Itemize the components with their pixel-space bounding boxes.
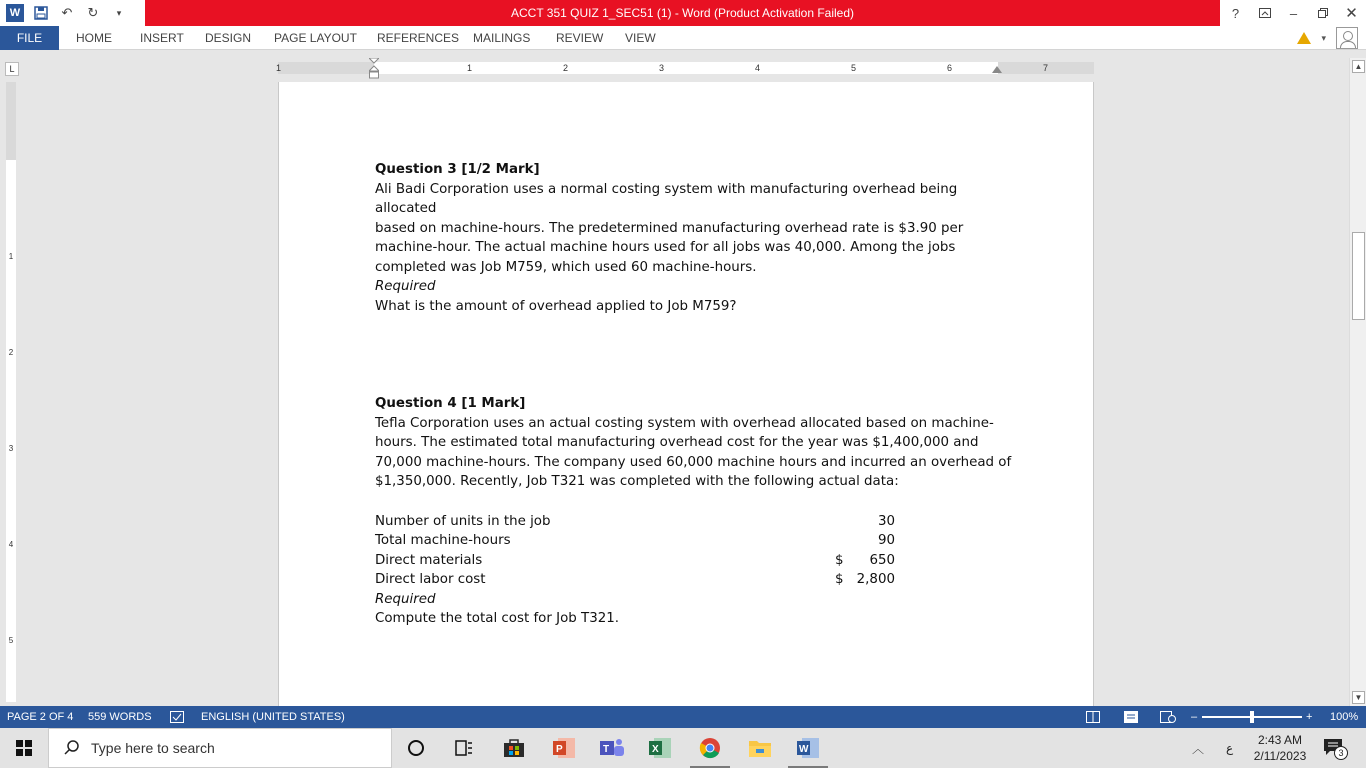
avatar[interactable] [1336,27,1358,49]
paragraph-line: based on machine-hours. The predetermined manufacturing overhead rate is $3.90 per [375,220,964,236]
paragraph-line: completed was Job M759, which used 60 machine-hours. [375,259,757,275]
word-app-icon[interactable]: W [4,2,26,24]
row-value: 2,800 [856,572,895,587]
row-currency: $ [835,572,844,587]
paragraph-line: machine-hour. The actual machine hours used for all jobs was 40,000. Among the jobs [375,240,956,255]
status-bar [0,706,1366,728]
tab-selector[interactable]: L [5,62,19,76]
ruler-number: 5 [8,636,14,645]
ruler-left-margin [278,62,374,74]
tab-references[interactable]: REFERENCES [377,31,460,45]
zoom-out-icon[interactable]: – [1191,711,1198,723]
vertical-scrollbar[interactable] [1349,58,1366,706]
tab-home[interactable]: HOME [76,31,112,45]
ruler-number: 2 [563,63,569,73]
clock-time: 2:43 AM [1257,733,1303,747]
chrome-icon[interactable] [686,728,734,768]
cortana-icon[interactable] [392,728,440,768]
activation-warning-icon[interactable] [1297,32,1311,44]
question-3-heading: Question 3 [1/2 Mark] [375,162,540,177]
job-data-table [375,512,895,590]
ruler-number: 1 [467,63,473,73]
ribbon-display-options-icon[interactable] [1250,0,1279,26]
horizontal-ruler[interactable] [278,62,1094,74]
excel-icon[interactable] [636,728,684,768]
zoom-in-icon[interactable]: + [1306,711,1313,723]
document-body[interactable] [375,160,1015,629]
tab-view[interactable]: VIEW [625,31,656,45]
taskbar [0,728,1366,768]
question-text: Compute the total cost for Job T321. [375,611,620,626]
table-row [375,551,895,571]
ruler-number: 5 [851,63,857,73]
ribbon-tabs [0,26,1366,50]
svg-text:T: T [603,744,610,755]
scroll-up-icon[interactable]: ▲ [1352,60,1365,73]
task-view-icon[interactable] [440,728,488,768]
save-icon[interactable] [30,2,52,24]
print-layout-icon[interactable] [1124,706,1138,728]
input-language[interactable]: ع [1226,741,1234,755]
windows-icon [16,740,32,756]
paragraph-line: $1,350,000. Recently, Job T321 was completed with the following actual data: [375,474,899,489]
row-label: Number of units in the job [375,513,551,529]
required-label: Required [375,591,436,607]
window-title: ACCT 351 QUIZ 1_SEC51 (1) - Word (Product Activation Failed) [145,0,1220,26]
svg-text:W: W [799,744,809,755]
minimize-icon[interactable]: – [1289,5,1298,21]
proofing-icon[interactable] [170,706,184,728]
quick-access-toolbar [0,0,130,26]
scroll-down-icon[interactable]: ▼ [1352,691,1365,704]
row-label: Direct materials [375,552,483,568]
indent-marker-icon[interactable] [369,58,379,80]
tab-design[interactable]: DESIGN [205,31,252,45]
search-icon [63,739,81,757]
search-placeholder: Type here to search [91,740,215,756]
paragraph-line: 70,000 machine-hours. The company used 60,000 machine hours and incurred an overhead of [375,454,1012,470]
clock[interactable] [1252,728,1308,768]
taskbar-search[interactable] [48,728,392,768]
ruler-number: 4 [8,540,14,549]
zoom-slider-thumb[interactable] [1250,711,1254,723]
customize-qat-icon[interactable]: ▾ [116,7,122,18]
required-label: Required [375,279,436,294]
ruler-number: 3 [8,444,14,453]
document-page[interactable] [278,82,1094,706]
tab-review[interactable]: REVIEW [556,31,604,45]
account-dropdown-icon[interactable]: ▾ [1321,32,1326,43]
right-indent-icon[interactable] [992,66,1002,73]
notification-count-badge: 3 [1334,746,1348,760]
table-row [375,531,895,551]
tab-file[interactable]: FILE [0,26,59,50]
help-button[interactable]: ? [1231,5,1240,21]
svg-text:X: X [652,744,659,755]
ruler-number: 4 [755,63,761,73]
restore-icon[interactable] [1308,0,1337,26]
svg-text:P: P [556,744,563,755]
word-count[interactable]: 559 WORDS [88,711,152,723]
question-text: What is the amount of overhead applied to Job M759? [375,298,737,314]
row-currency [835,531,855,551]
notifications-button[interactable] [1322,728,1346,768]
window-controls [1221,0,1366,26]
paragraph-line: hours. The estimated total manufacturing overhead cost for the year was $1,400,000 and [375,435,979,450]
read-mode-icon[interactable] [1086,706,1100,728]
scroll-thumb[interactable] [1352,232,1365,320]
vertical-ruler [6,82,16,702]
redo-icon[interactable]: ↻ [87,5,99,20]
tab-insert[interactable]: INSERT [140,31,184,45]
row-value: 30 [877,513,895,529]
page-count[interactable]: PAGE 2 OF 4 [7,711,74,723]
row-currency [835,512,855,532]
ribbon-right-controls [1297,26,1358,50]
row-label: Total machine-hours [375,533,511,548]
teams-icon[interactable] [588,728,636,768]
ruler-number: 1 [8,252,14,261]
start-button[interactable] [0,728,48,768]
powerpoint-icon[interactable] [540,728,588,768]
tab-page-layout[interactable]: PAGE LAYOUT [274,31,357,45]
clock-date: 2/11/2023 [1253,749,1307,763]
paragraph-line: Tefla Corporation uses an actual costing system with overhead allocated based on machine- [375,415,994,431]
language[interactable]: ENGLISH (UNITED STATES) [201,711,345,723]
row-label: Direct labor cost [375,572,486,587]
word-taskbar-icon[interactable] [784,728,832,768]
row-value: 650 [869,552,895,568]
table-row [375,570,895,590]
ruler-number: 2 [8,348,14,357]
show-hidden-icons[interactable]: ︿ [1192,741,1205,756]
file-explorer-icon[interactable] [736,728,784,768]
zoom-level[interactable]: 100% [1330,711,1359,723]
vruler-margin [6,82,16,160]
row-value: 90 [877,533,895,548]
ruler-number: 1 [276,63,282,73]
question-4-heading: Question 4 [1 Mark] [375,396,526,411]
title-bar [0,0,1366,26]
ruler-number: 6 [947,63,953,73]
paragraph-line: Ali Badi Corporation uses a normal costing system with manufacturing overhead being allocated [375,181,958,216]
undo-icon[interactable]: ↶ [61,5,73,20]
table-row [375,512,895,532]
web-layout-icon[interactable] [1160,706,1176,728]
ruler-number: 3 [659,63,665,73]
store-icon[interactable] [490,728,538,768]
close-icon[interactable]: ✕ [1345,5,1358,22]
tab-mailings[interactable]: MAILINGS [473,31,531,45]
row-currency: $ [835,552,844,568]
ruler-number: 7 [1043,63,1049,73]
